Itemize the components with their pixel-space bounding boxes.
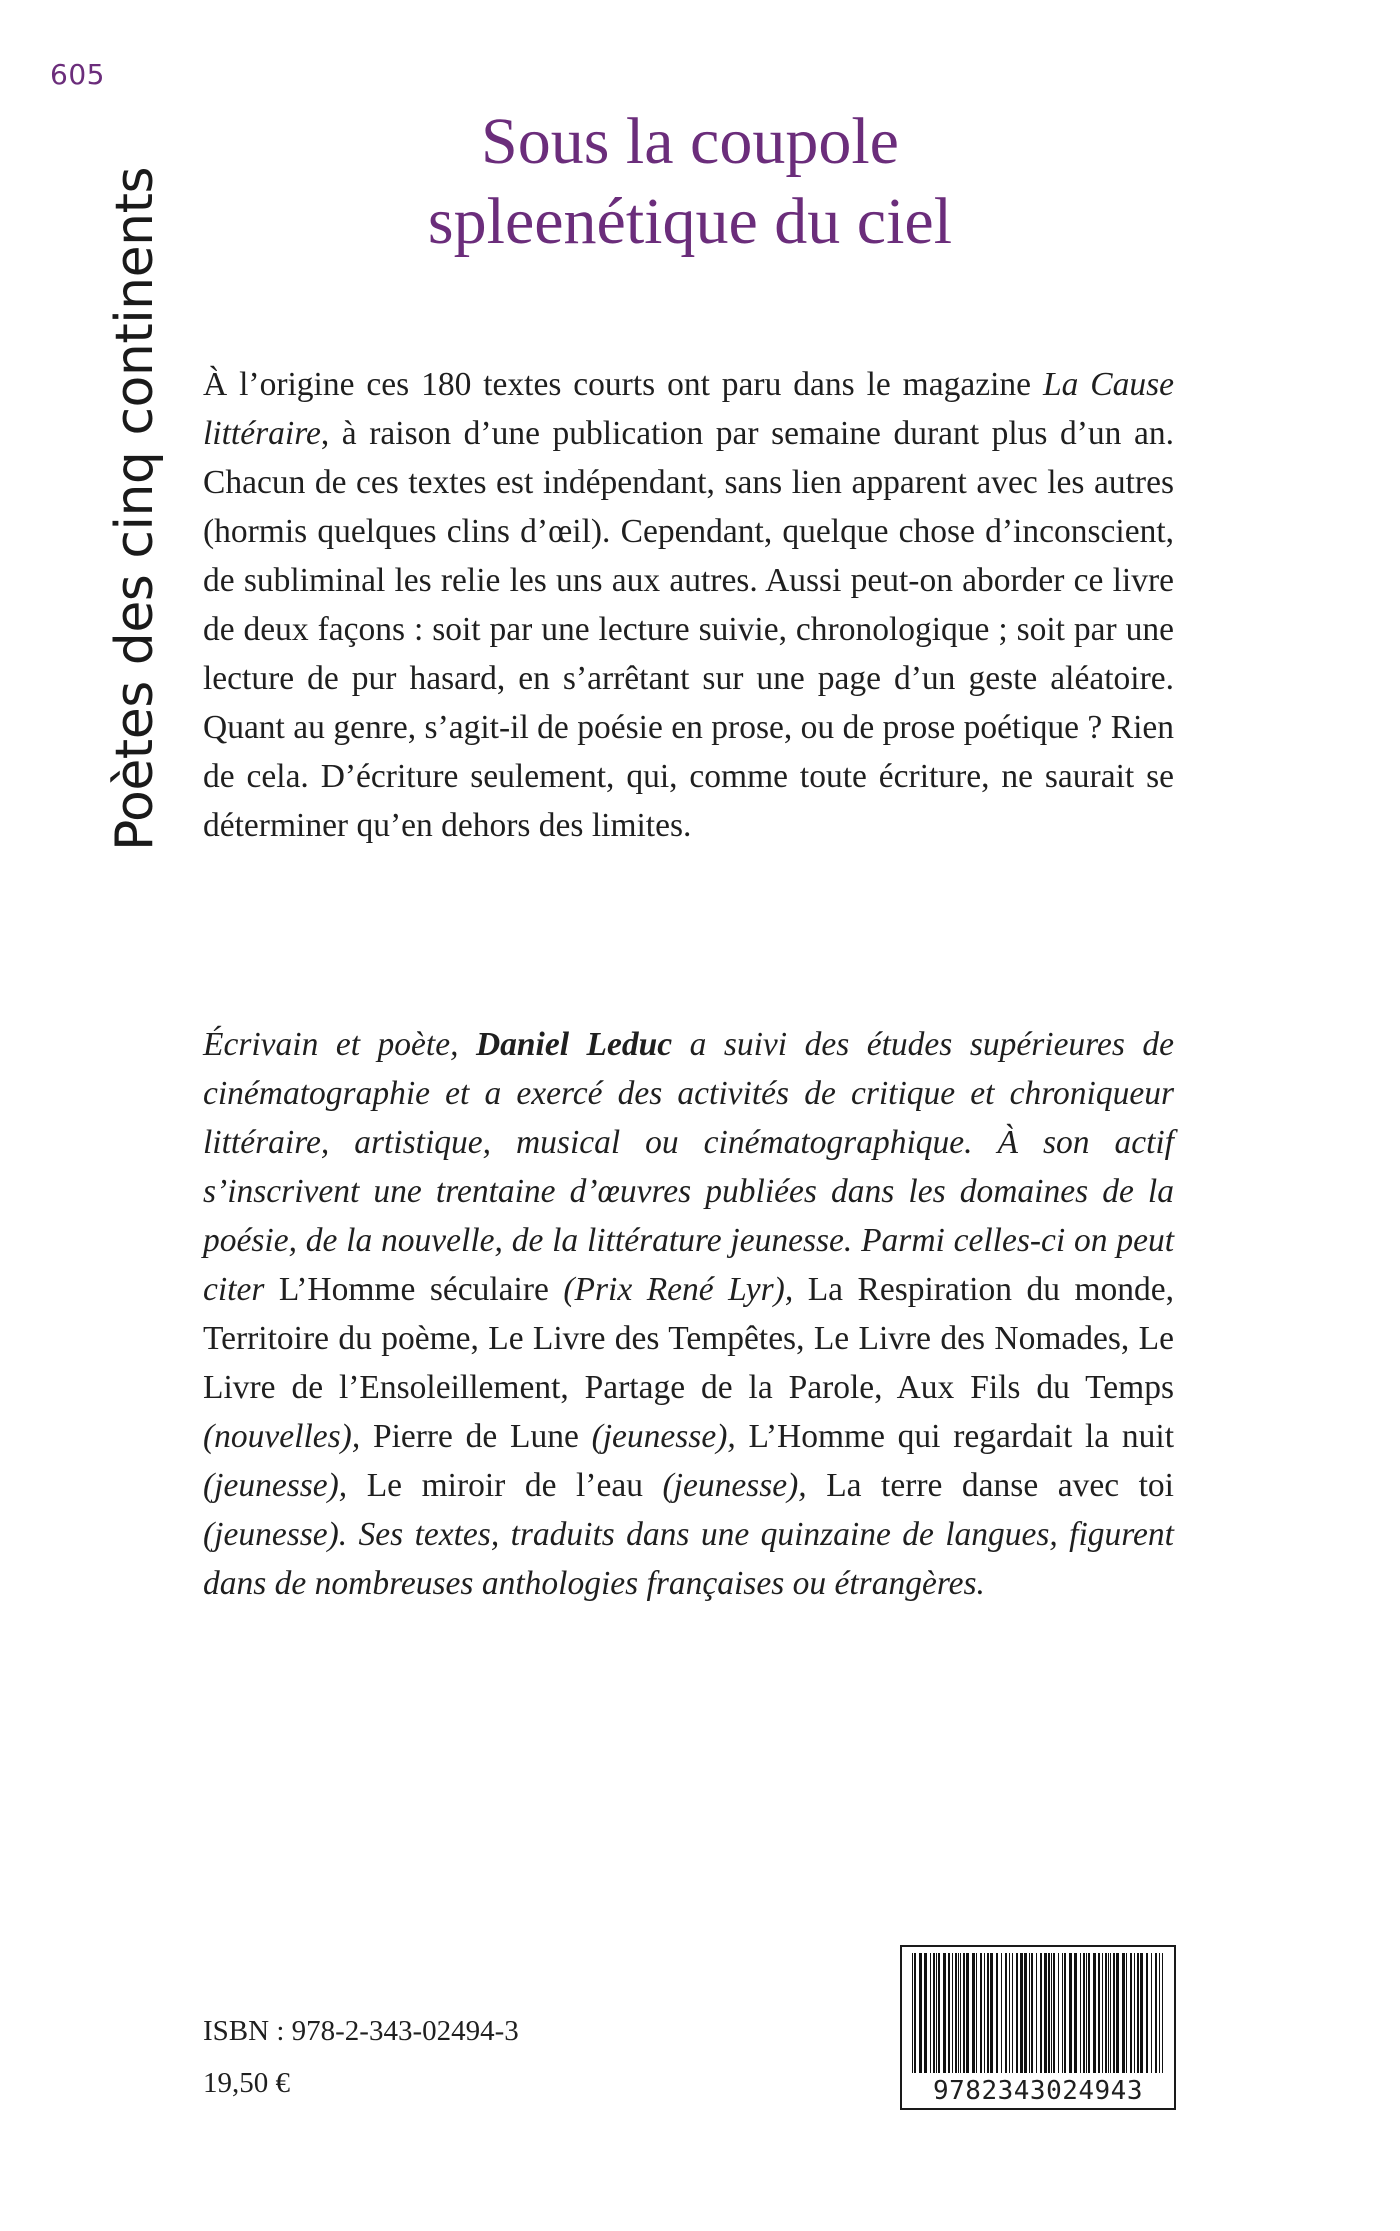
price: 19,50 € — [203, 2067, 290, 2099]
barcode-bar — [943, 1953, 946, 2073]
series-number: 605 — [50, 58, 105, 91]
book-title-line-2: spleenétique du ciel — [427, 185, 953, 258]
barcode-bar — [1113, 1953, 1115, 2073]
barcode-bar — [1031, 1953, 1033, 2073]
barcode-bar — [1016, 1953, 1018, 2073]
barcode-bar — [924, 1953, 927, 2073]
barcode-bar — [1122, 1953, 1125, 2073]
work-note: (Prix René Lyr), — [548, 1271, 808, 1308]
summary-text-2: , à raison d’une publication par semaine durant plus d’un an. Chacun de ces textes est indépendant, sans lien apparent avec les autres (hormis quelques clins d’œil). Cependant, quelque chose d’inconscient, de subliminal les relie les uns aux autres. Aussi peut-on aborder ce livre de deux façons : soit par une lecture suivie, chronologique ; soit par une lecture de pur hasard, en s’arrêtant sur une page d’un geste aléatoire. Quant au genre, s’agit-il de poésie en prose, ou de prose poétique ? Rien de cela. D’écriture seulement, qui, comme toute écriture, ne saurait se déterminer qu’en dehors des limites. — [203, 415, 1174, 844]
barcode-bar — [1029, 1953, 1030, 2073]
barcode-bar — [1040, 1953, 1042, 2073]
barcode-bar — [1086, 1953, 1087, 2073]
barcode-bar — [1001, 1953, 1002, 2073]
barcode-bar — [936, 1953, 937, 2073]
barcode-bar — [948, 1953, 950, 2073]
barcode-bar — [958, 1953, 959, 2073]
work-title: Pierre de Lune — [372, 1418, 579, 1455]
work-note: (jeunesse), — [642, 1467, 827, 1504]
barcode-bar — [1020, 1953, 1023, 2073]
barcode-bar — [1105, 1953, 1107, 2073]
barcode-bar — [1162, 1953, 1163, 2073]
barcode-bar — [1062, 1953, 1063, 2073]
barcode-bar — [1159, 1953, 1160, 2073]
barcode-bar — [1044, 1953, 1047, 2073]
barcode-bar — [1064, 1953, 1066, 2073]
barcode-bars — [910, 1953, 1168, 2073]
barcode-bar — [1005, 1953, 1007, 2073]
barcode-bar — [1137, 1953, 1139, 2073]
barcode-bar — [1134, 1953, 1135, 2073]
barcode-bar — [1024, 1953, 1027, 2073]
work-note: (jeunesse). — [203, 1516, 359, 1553]
barcode-bar — [1074, 1953, 1077, 2073]
barcode-bar — [990, 1953, 993, 2073]
barcode-bar — [1093, 1953, 1096, 2073]
work-title: La terre danse avec toi — [826, 1467, 1174, 1504]
series-name: Poètes des cinq continents — [105, 166, 165, 851]
work-note: (jeunesse), — [578, 1418, 749, 1455]
work-title: L’Homme séculaire — [278, 1271, 549, 1308]
barcode-bar — [1130, 1953, 1132, 2073]
barcode-bar — [1126, 1953, 1127, 2073]
barcode-bar — [1069, 1953, 1072, 2073]
author-name: Daniel Leduc — [475, 1026, 673, 1063]
work-title: La Respiration du monde, Territoire du poème, Le Livre des Tempêtes, Le Livre des Nomades, Le Livre de l’Ensoleillement, Partage de la Parole, Aux Fils du Temps — [203, 1271, 1174, 1406]
barcode-bar — [1048, 1953, 1050, 2073]
summary-paragraph — [203, 360, 1174, 850]
barcode-bar — [976, 1953, 977, 2073]
barcode-bar — [1110, 1953, 1111, 2073]
bio-intro: Écrivain et poète, — [203, 1026, 476, 1063]
barcode — [900, 1945, 1176, 2110]
work-note: (nouvelles), — [203, 1418, 373, 1455]
barcode-bar — [1140, 1953, 1143, 2073]
barcode-bar — [930, 1953, 931, 2073]
bio-text-1: a suivi des études supérieures de cinématographie et a exercé des activités de critique et chroniqueur littéraire, artistique, musical ou cinématographique. À son actif s’inscrivent une trentaine d’œuvres publiées dans les domaines de la poésie, de la nouvelle, de la littérature jeunesse. Parmi celles-ci on peut citer — [203, 1026, 1174, 1308]
barcode-bar — [1009, 1953, 1010, 2073]
barcode-bar — [996, 1953, 998, 2073]
barcode-bar — [1151, 1953, 1152, 2073]
barcode-bar — [1088, 1953, 1090, 2073]
barcode-bar — [980, 1953, 982, 2073]
barcode-bar — [972, 1953, 975, 2073]
barcode-bar — [1146, 1953, 1148, 2073]
barcode-bar — [1098, 1953, 1100, 2073]
barcode-bar — [1012, 1953, 1013, 2073]
barcode-bar — [914, 1953, 916, 2073]
barcode-bar — [1058, 1953, 1059, 2073]
barcode-bar — [952, 1953, 953, 2073]
author-bio — [203, 1020, 1174, 1608]
barcode-bar — [1155, 1953, 1157, 2073]
barcode-bar — [960, 1953, 961, 2073]
barcode-bar — [1116, 1953, 1119, 2073]
book-title-line-1: Sous la coupole — [481, 105, 899, 178]
magazine-name: La Cause littéraire — [203, 366, 1174, 452]
barcode-bar — [938, 1953, 940, 2073]
barcode-bar — [1053, 1953, 1055, 2073]
work-note: (jeunesse), — [203, 1467, 367, 1504]
summary-text-1: À l’origine ces 180 textes courts ont paru dans le magazine — [203, 366, 1043, 403]
bio-text-2: Ses textes, traduits dans une quinzaine de langues, figurent dans de nombreuses anthologies françaises ou étrangères. — [203, 1516, 1174, 1602]
barcode-bar — [963, 1953, 965, 2073]
work-title: L’Homme qui regardait la nuit — [748, 1418, 1174, 1455]
barcode-bar — [1051, 1953, 1052, 2073]
barcode-bar — [955, 1953, 957, 2073]
barcode-bar — [987, 1953, 989, 2073]
barcode-bar — [1108, 1953, 1109, 2073]
barcode-bar — [912, 1953, 913, 2073]
isbn: ISBN : 978-2-343-02494-3 — [203, 2015, 519, 2047]
work-title: Le miroir de l’eau — [366, 1467, 643, 1504]
barcode-bar — [1083, 1953, 1085, 2073]
barcode-bar — [984, 1953, 985, 2073]
barcode-bar — [1102, 1953, 1103, 2073]
barcode-bar — [1080, 1953, 1081, 2073]
barcode-bar — [1036, 1953, 1037, 2073]
barcode-bar — [933, 1953, 935, 2073]
book-title — [320, 102, 1060, 262]
barcode-bar — [919, 1953, 922, 2073]
barcode-digits: 9782343024943 — [933, 2076, 1143, 2106]
barcode-bar — [966, 1953, 969, 2073]
